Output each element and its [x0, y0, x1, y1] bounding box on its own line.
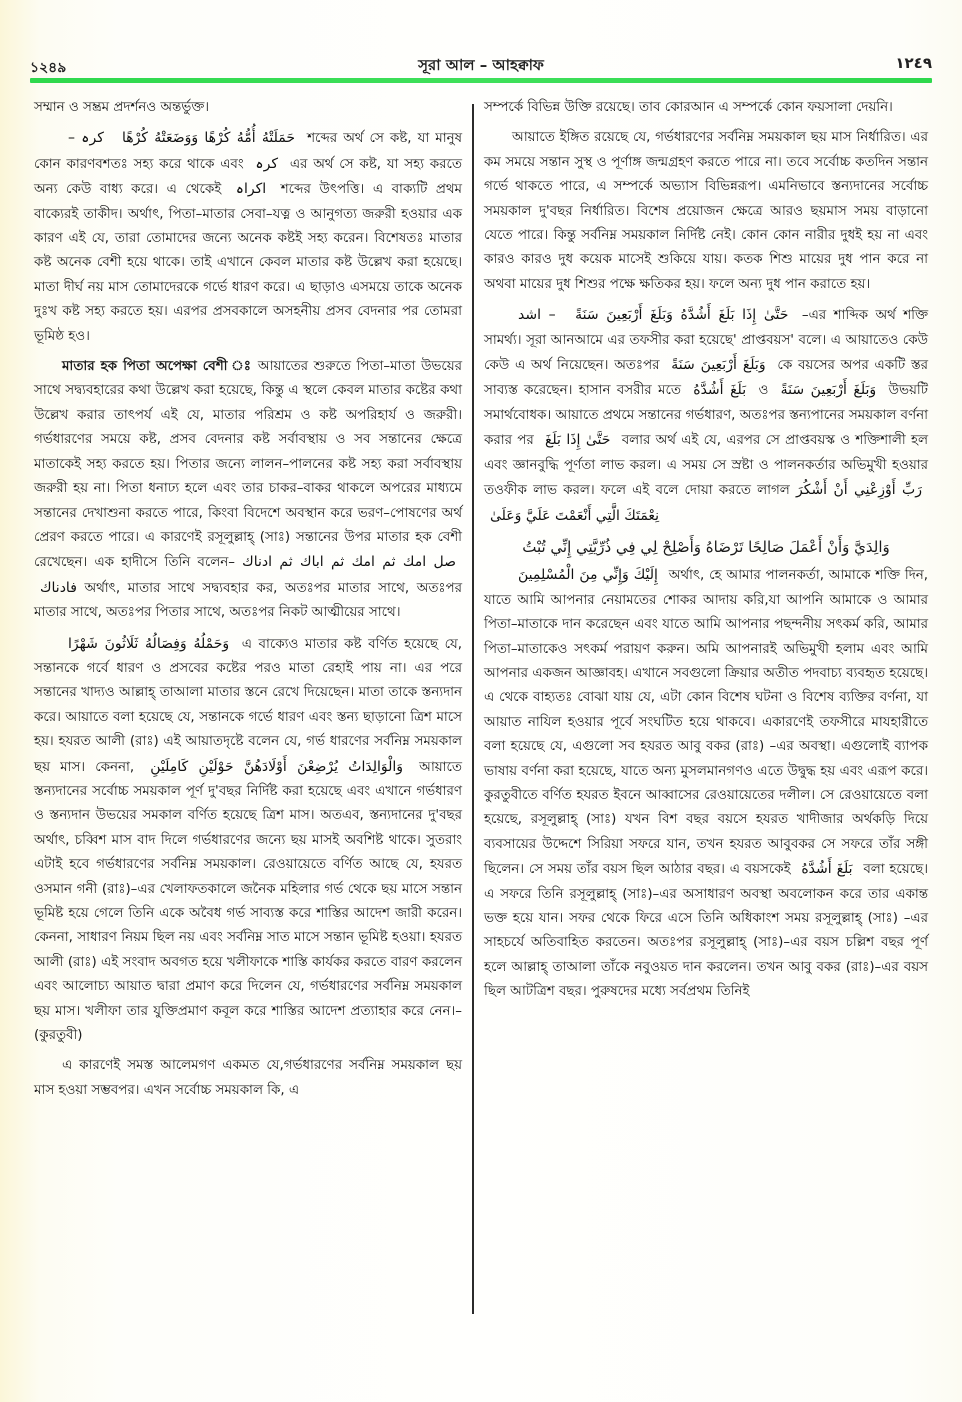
paragraph-text: এ বাক্যেও মাতার কষ্ট বর্ণিত হয়েছে যে, সন্তানকে গর্বে ধারণ ও প্রসবের কষ্টের পরও মাতা রেহাই পায় না। এর পরে সন্তানের খাদ্যও আল্লাহ্ তাআলা মাতার স্তনে রেখে দিয়েছেন। মাতা তাকে স্তন্যদান করে। আয়াতে বলা হয়েছে যে, সন্তানকে গর্ভে ধারণ এবং স্তন্য ছাড়ানো ত্রিশ মাসে হয়। হযরত আলী (রাঃ) এই আয়াতদৃষ্টে বলেন যে, গর্ভ ধারণের সর্বনিম্ন সময়কাল ছয় মাস। কেননা,: [34, 636, 462, 775]
paragraph-text: এর অর্থ সে কষ্ট, যা সহ্য করতে অন্য কেউ বাধ্য করে। এ থেকেই: [34, 156, 462, 198]
paragraph-text: অর্থাৎ, হে আমার পালনকর্তা, আমাকে শক্তি দিন, যাতে আমি আপনার নেয়ামতের শোকর আদায় করি,যা আপনি আমাকে ও আমার পিতা–মাতাকে দান করেছেন এবং যাতে আমি আপনার পছন্দনীয় সৎকর্ম করি, আমার পিতা–মাতাকেও সৎকর্ম পরায়ণ করুন। অমি আপনারই অভিমুখী হলাম এবং আমি আপনার একজন আজ্ঞাবহ। এখানে সবগুলো ক্রিয়ার অতীত পদবাচ্য ব্যবহৃত হয়েছে। এ থেকে বাহ্যতঃ বোঝা যায় যে, এটা কোন বিশেষ ঘটনা ও বিশেষ ব্যক্তির বর্ণনা, যা আয়াত নাযিল হওয়ার পূর্বে সংঘটিত হয়ে থাকবে। একারণেই তফসীরে মাযহারীতে বলা হয়েছে যে, এগুলো সব হযরত আবু বকর (রাঃ) –এর অবস্থা। এগুলোই ব্যাপক ভাষায় বর্ণনা করা হয়েছে, যাতে অন্য মুসলমানগণও এতে উদ্বুদ্ধ হয় এবং এরূপ করে। কুরতুবীতে বর্ণিত হযরত ইবনে আব্বাসের রেওয়ায়েতের দলীল। সে রেওয়ায়েতে বলা হয়েছে, রসূলুল্লাহ্ (সাঃ) যখন বিশ বছর বয়সে হযরত খাদীজার অর্থকড়ি দিয়ে ব্যবসায়ের উদ্দেশে সিরিয়া সফরে যান, তখন হযরত আবুবকর সে সফরে তাঁর সঙ্গী ছিলেন। সে সময় তাঁর বয়স ছিল আঠার বছর। এ বয়সকেই: [484, 568, 928, 878]
paragraph-text: এ কারণেই সমস্ত আলেমগণ একমত যে,গর্ভধারণের সর্বনিম্ন সময়কাল ছয় মাস হওয়া সম্ভবপর। এখন সর্বোচ্চ সময়কাল কি, এ: [34, 1058, 462, 1098]
paragraph-text: আয়াতের শুরুতে পিতা–মাতা উভয়ের সাথে সদ্ব্যবহারের কথা উল্লেখ করা হয়েছে, কিন্তু এ স্থলে কেবল মাতার কষ্টের কথা উল্লেখ করার তাৎপর্য এই যে, মাতার পরিশ্রম ও কষ্ট অপরিহার্য ও জরুরী। গর্ভধারণের সময়ে কষ্ট, প্রসব বেদনার কষ্ট সর্বাবস্থায় ও সব সন্তানের ক্ষেত্রে মাতাকেই সহ্য করতে হয়। পিতার জন্যে লালন–পালনের কষ্ট সহ্য করা সর্বাবস্থায় জরুরী হয় না। পিতা ধনাঢ্য হলে এবং তার চাকর–বাকর থাকলে অপরের মাধ্যমে সন্তানের দেখাশুনা করতে পারে, কিংবা বিদেশে অবস্থান করে ভরণ–পোষণের অর্থ প্রেরণ করতে পারে। এ কারণেই রসূলুল্লাহ্ (সাঃ) সন্তানের উপর মাতার হক বেশী রেখেছেন। এক হাদীসে তিনি বলেন–: [34, 359, 463, 571]
paragraph-text: –এর শাব্দিক অর্থ শক্তি সামর্থ্য। সূরা আনআমে এর তফসীর করা হয়েছে' প্রাপ্তবয়স' বলে। এ আয়াতেও কেউ কেউ এ অর্থ নিয়েছেন। অতঃপর: [484, 308, 928, 374]
paragraph-text: কে বয়সের অপর একটি স্তর সাব্যস্ত করেছেন। হাসান বসরীর মতে: [484, 358, 928, 399]
arabic-verse: وَالْوَالِدَاتُ يُرْضِعْنَ أَوْلَادَهُنَّ حَوْلَيْنِ كَامِلَيْنِ: [150, 758, 404, 775]
arabic-verse: وَبَلَغَ أَرْبَعِينَ سَنَةً: [780, 382, 877, 399]
arabic-word: – اشد: [518, 307, 556, 324]
arabic-word: کرہ: [255, 155, 279, 172]
paragraph-text: শব্দের উৎপত্তি। এ বাক্যটি প্রথম বাক্যেরই তাকীদ। অর্থাৎ, পিতা–মাতার সেবা–যত্ন ও আনুগত্য জরুরী হওয়ার এক কারণ এই যে, তারা তোমাদের জন্যে অনেক কষ্টই সহ্য করেন। বিশেষতঃ মাতার কষ্ট অনেক বেশী হয়ে থাকে। তাই এখানে কেবল মাতার কষ্ট উল্লেখ করা হয়েছে। মাতা দীর্ঘ নয় মাস তোমাদেরকে গর্ভে ধারণ করে। এ ছাড়াও এসময়ে তাকে অনেক দুঃখ কষ্ট সহ্য করতে হয়। এরপর প্রসবকালে অসহনীয় প্রসব বেদনার পর তোমরা ভূমিষ্ঠ হও।: [34, 182, 462, 344]
paragraph: [34, 1054, 462, 1103]
paragraph-text: অর্থাৎ, মাতার সাথে সদ্ব্যবহার কর, অতঃপর মাতার সাথে, অতঃপর মাতার সাথে, অতঃপর পিতার সাথে, অতঃপর নিকট আত্মীয়ের সাথে।: [34, 580, 462, 621]
header-rule: [30, 78, 932, 83]
arabic-dua: إِلَيْكَ وَإِنِّي مِنَ الْمُسْلِمِينَ: [518, 567, 658, 584]
conjunction: ও: [758, 383, 769, 399]
arabic-dua-line: [484, 535, 928, 559]
arabic-verse: حَمَلَتْهُ أُمُّهُ كُرْهًا وَوَضَعَتْهُ كُرْهًا: [121, 130, 295, 147]
paragraph: [484, 563, 928, 1004]
section-heading: মাতার হক পিতা অপেক্ষা বেশী ঃ: [62, 359, 253, 375]
right-column: [484, 96, 928, 1011]
column-divider: [472, 104, 474, 1314]
paragraph: [484, 126, 928, 297]
paragraph: [484, 303, 928, 529]
left-column: [34, 96, 462, 1109]
arabic-verse: حَتَّىٰ إِذَا بَلَغَ أَشُدَّهُ وَبَلَغَ أَرْبَعِينَ سَنَةً: [575, 307, 789, 324]
arabic-verse: بَلَغَ أَشُدَّهُ: [693, 382, 747, 399]
arabic-hadith: صل امك ثم امك ثم اباك ثم ادناك فادناك: [40, 554, 457, 596]
page-number-arabic: ١٢٤٩: [895, 54, 932, 72]
arabic-verse: بَلَغَ أَشُدَّهُ: [801, 861, 853, 878]
paragraph-text: আয়াতে স্তন্যদানের সর্বোচ্চ সময়কাল পূর্ণ দু'বছর নির্দিষ্ট করা হয়েছে এবং এখানে গর্ভধারণ ও স্তন্যদান উভয়ের সমকাল বর্ণিত হয়েছে ত্রিশ মাস। অতএব, স্তন্যদানের দু'বছর অর্থাৎ, চব্বিশ মাস বাদ দিলে গর্ভধারণের জন্যে ছয় মাসই অবশিষ্ট থাকে। সুতরাং এটাই হবে গর্ভধারণের সর্বনিম্ন সময়কাল। রেওয়ায়েতে বর্ণিত আছে যে, হযরত ওসমান গনী (রাঃ)–এর খেলাফতকালে জনৈক মহিলার গর্ভ থেকে ছয় মাসে সন্তান ভূমিষ্ট হয়ে গেলে তিনি একে অবৈধ গর্ভ সাব্যস্ত করে শাস্তির আদেশ জারী করেন। কেননা, সাধারণ নিয়ম ছিল নয় এবং সর্বনিম্ন সাত মাসে সন্তান ভূমিষ্ট হওয়া। হযরত আলী (রাঃ) এই সংবাদ অবগত হয়ে খলীফাকে শাস্তি কার্যকর করতে বারণ করলেন এবং আলোচ্য আয়াত দ্বারা প্রমাণ করে দিলেন যে, গর্ভধারণের সর্বনিম্ন সময়কাল ছয় মাস। খলীফা তার যুক্তিপ্রমাণ কবূল করে শাস্তির আদেশ প্রত্যাহার করে নেন।–(কুরতুবী): [34, 759, 462, 1044]
paragraph: [34, 96, 462, 120]
paragraph-text: সম্পর্কে বিভিন্ন উক্তি রয়েছে। তাব কোরআন এ সম্পর্কে কোন ফয়সালা দেয়নি।: [484, 100, 893, 115]
paragraph-text: আয়াতে ইঙ্গিত রয়েছে যে, গর্ভধারণের সর্বনিম্ন সময়কাল ছয় মাস নির্ধারিত। এর কম সময়ে সন্তান সুস্থ ও পূর্ণাঙ্গ জন্মগ্রহণ করতে পারে না। তবে সর্বোচ্চ কতদিন সন্তান গর্ভে থাকতে পারে, এ সম্পর্কে অভ্যাস বিভিন্নরূপ। এমনিভাবে স্তন্যদানের সর্বোচ্চ সময়কাল দু'বছর নির্ধারিত। বিশেষ প্রয়োজন ক্ষেত্রে আরও ছয়মাস সময় বাড়ানো যেতে পারে। কিন্তু সর্বনিম্ন সময়কাল নির্দিষ্ট নেই। কোন কোন নারীর দুধই হয় না এবং কারও কারও দুধ কয়েক মাসেই শুকিয়ে যায়। কতক শিশু মায়ের দুধ পান করে না অথবা মায়ের দুধ শিশুর পক্ষে ক্ষতিকর হয়। ফলে অন্য দুধ পান করাতে হয়।: [484, 130, 928, 292]
arabic-dua: وَالِدَيَّ وَأَنْ أَعْمَلَ صَالِحًا تَرْضَاهُ وَأَصْلِحْ لِي فِي ذُرِّيَّتِي إِنِّي تُبْتُ: [522, 537, 890, 556]
paragraph: [484, 96, 928, 120]
arabic-verse: وَحَمْلُهُ وَفِصَالُهُ ثَلَاثُونَ شَهْرًا: [68, 635, 230, 652]
paragraph: [34, 126, 462, 349]
arabic-verse: حَتَّىٰ إِذَا بَلَغَ: [544, 432, 611, 449]
arabic-word: اکراہ: [235, 181, 267, 198]
paragraph-text: সম্মান ও সম্ভ্রম প্রদর্শনও অন্তর্ভুক্ত।: [34, 100, 210, 115]
arabic-dua: رَبِّ أَوْزِعْنِي أَنْ أَشْكُرَ نِعْمَتَكَ الَّتِي أَنْعَمْتَ عَلَيَّ وَعَلَىٰ: [490, 482, 922, 524]
arabic-word: کرہ –: [68, 130, 104, 147]
paragraph-text: বলা হয়েছে। এ সফরে তিনি রসূলুল্লাহ্ (সাঃ)–এর অসাধারণ অবস্থা অবলোকন করে তার একান্ত ভক্ত হয়ে যান। সফর থেকে ফিরে এসে তিনি অধিকাংশ সময় রসূলুল্লাহ্ (সাঃ) –এর সাহচর্যে অতিবাহিত করতেন। অতঃপর রসূলুল্লাহ্ (সাঃ)–এর বয়স চল্লিশ বছর পূর্ণ হলে আল্লাহ্ তাআলা তাঁকে নবুওয়ত দান করলেন। তখন আবু বকর (রাঃ)–এর বয়স ছিল আটত্রিশ বছর। পুরুষদের মধ্যে সর্বপ্রথম তিনিই: [484, 862, 928, 1000]
paragraph: [34, 632, 462, 1049]
surah-title: সূরা আল – আহক্বাফ: [418, 56, 544, 74]
paragraph: [34, 355, 462, 625]
paragraph-text: বলার অর্থ এই যে, এরপর সে প্রাপ্তবয়স্ক ও শক্তিশালী হল এবং জ্ঞানবুদ্ধি পূর্ণতা লাভ করল। এ সময় সে স্রষ্টা ও পালনকর্তার অভিমুখী হওয়ার তওফীক লাভ করল। ফলে এই বলে দোয়া করতে লাগল: [484, 433, 928, 499]
paragraph-text: উভয়টি সমার্থবোধক। আয়াতে প্রথমে সন্তানের গর্ভধারণ, অতঃপর স্তন্যপানের সময়কাল বর্ণনা করার পর: [484, 383, 928, 449]
page-number-bengali: ১২৪৯: [30, 60, 67, 76]
arabic-verse: وَبَلَغَ أَرْبَعِينَ سَنَةً: [671, 357, 766, 374]
paragraph-text: শব্দের অর্থ সে কষ্ট, যা মানুষ কোন কারণবশতঃ সহ্য করে থাকে এবং: [34, 131, 462, 172]
